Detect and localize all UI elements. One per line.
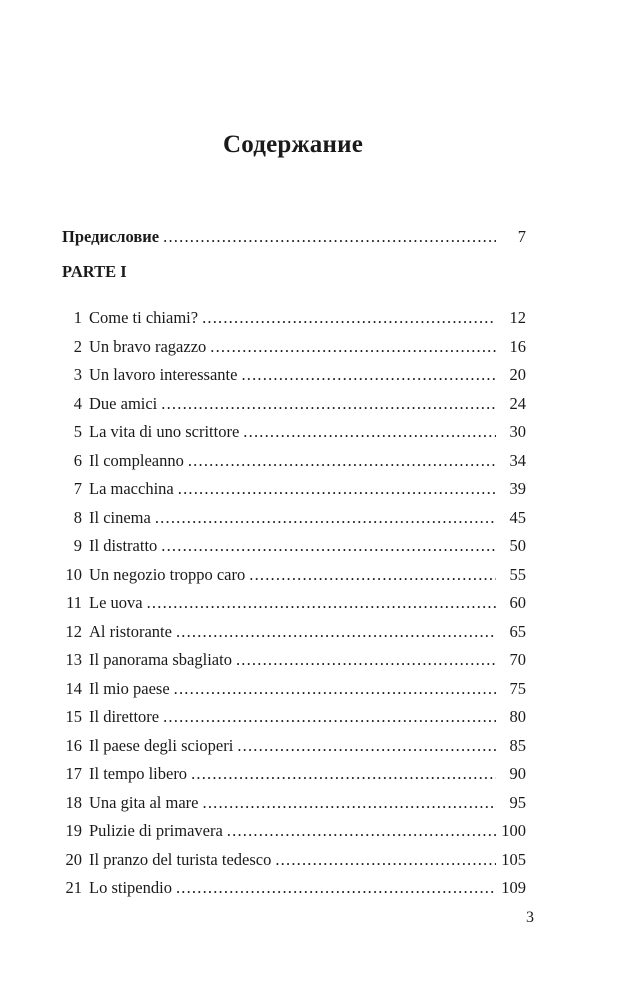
- toc-entry-title: Il tempo libero: [89, 764, 188, 783]
- toc-entry-number: 3: [73, 365, 82, 384]
- toc-entry-page: 45: [509, 507, 526, 527]
- toc-entry-page: 12: [509, 308, 526, 327]
- toc-entry-page: 50: [509, 536, 526, 555]
- toc-entry-title: Il mio paese: [89, 678, 170, 698]
- dot-leader: [161, 534, 496, 558]
- toc-entry-title: Il pranzo del turista tedesco: [89, 849, 272, 869]
- toc-entry-page: 39: [509, 479, 526, 498]
- toc-entry-page: 105: [501, 849, 526, 869]
- toc-entry-number: 5: [73, 422, 82, 441]
- toc-entry: [62, 734, 526, 758]
- toc-entry-number: 12: [65, 621, 82, 641]
- dot-leader: [147, 591, 496, 615]
- dot-leader: [163, 225, 496, 249]
- toc-entry-page: 34: [509, 450, 526, 470]
- toc-entry-number: 14: [65, 678, 82, 698]
- toc-entry: [62, 534, 526, 558]
- dot-leader: [236, 648, 496, 672]
- toc-entry-title: Come ti chiami?: [89, 308, 199, 327]
- toc-entry: [62, 648, 526, 672]
- dot-leader: [191, 762, 496, 786]
- toc-entry-page: 75: [509, 678, 526, 698]
- page-title: Содержание: [222, 130, 363, 158]
- toc-entry: [62, 620, 526, 644]
- toc-entry-title: Предисловие: [62, 227, 160, 246]
- toc-entry-number: 17: [65, 764, 82, 783]
- toc-entry-number: 13: [65, 650, 82, 669]
- toc-entry-title: Il distratto: [89, 536, 158, 555]
- dot-leader: [188, 449, 496, 473]
- toc-entry-page: 90: [509, 764, 526, 783]
- toc-entry-page: 24: [509, 393, 526, 413]
- toc-entry: [62, 848, 526, 872]
- page-number: 3: [526, 909, 534, 926]
- toc-entry: [62, 506, 526, 530]
- toc-entry-number: 1: [73, 308, 82, 327]
- toc-entry: [62, 420, 526, 444]
- dot-leader: [275, 848, 496, 872]
- dot-leader: [178, 477, 496, 501]
- toc-entry-number: 16: [65, 735, 82, 755]
- toc-entry-page: 7: [517, 227, 526, 246]
- dot-leader: [243, 420, 496, 444]
- toc-entry: [62, 392, 526, 416]
- toc-entry: [62, 477, 526, 501]
- toc-entry-title: Due amici: [89, 393, 158, 413]
- toc-entry: [62, 306, 526, 330]
- toc-entry-number: 20: [65, 849, 82, 869]
- dot-leader: [203, 791, 497, 815]
- toc-entry-page: 16: [509, 336, 526, 356]
- toc-entry-page: 30: [509, 422, 526, 441]
- toc-entry-number: 10: [65, 564, 82, 584]
- toc-entry-page: 95: [509, 792, 526, 812]
- toc-entry-title: Al ristorante: [89, 621, 172, 641]
- toc-entry-page: 85: [509, 735, 526, 755]
- toc-entry-number: 7: [73, 479, 82, 498]
- toc-entry: [62, 876, 526, 900]
- toc-entry-title: Pulizie di primavera: [89, 821, 223, 840]
- toc-entry-page: 60: [509, 593, 526, 612]
- toc-entry-title: Un lavoro interessante: [89, 365, 238, 384]
- toc-entry: [62, 819, 526, 843]
- toc-entry-title: La macchina: [89, 479, 174, 498]
- toc-entry-page: 80: [509, 707, 526, 726]
- dot-leader: [202, 306, 496, 330]
- dot-leader: [210, 335, 496, 359]
- toc-entry-page: 100: [501, 821, 526, 840]
- toc-entry: [62, 449, 526, 473]
- dot-leader: [161, 392, 496, 416]
- dot-leader: [241, 363, 496, 387]
- toc-entry-page: 70: [509, 650, 526, 669]
- toc-entry-number: 18: [65, 792, 82, 812]
- toc-entry: [62, 363, 526, 387]
- toc-entry-title: Il direttore: [89, 707, 160, 726]
- toc-entry-number: 9: [73, 536, 82, 555]
- toc-entry-title: Il panorama sbagliato: [89, 650, 232, 669]
- toc-entry: [62, 677, 526, 701]
- part-heading: PARTE I: [62, 262, 127, 281]
- dot-leader: [227, 819, 496, 843]
- toc-entry-number: 6: [73, 450, 82, 470]
- toc-entry-number: 2: [73, 336, 82, 356]
- toc-entry-title: Il cinema: [89, 507, 151, 527]
- toc-entry-number: 11: [66, 593, 82, 612]
- toc-entry-number: 21: [65, 878, 82, 897]
- toc-entry-page: 65: [509, 621, 526, 641]
- toc-entry-title: Le uova: [89, 593, 143, 612]
- dot-leader: [237, 734, 496, 758]
- toc-entry: [62, 591, 526, 615]
- dot-leader: [176, 620, 496, 644]
- toc-entry-number: 19: [65, 821, 82, 840]
- toc-entry-page: 20: [509, 365, 526, 384]
- toc-entry-page: 109: [501, 878, 526, 897]
- toc-entry-title: Il paese degli scioperi: [89, 735, 234, 755]
- dot-leader: [249, 563, 496, 587]
- dot-leader: [174, 677, 496, 701]
- toc-entry: [62, 563, 526, 587]
- toc-entry-title: Lo stipendio: [89, 878, 172, 897]
- toc-entry-preface: [62, 225, 526, 249]
- toc-entry: [62, 335, 526, 359]
- toc-entry-title: Un bravo ragazzo: [89, 336, 207, 356]
- dot-leader: [176, 876, 496, 900]
- toc-entry-page: 55: [509, 564, 526, 584]
- toc-entry-title: Una gita al mare: [89, 792, 199, 812]
- toc-entry-title: Il compleanno: [89, 450, 184, 470]
- toc-entry-title: Un negozio troppo caro: [89, 564, 246, 584]
- toc-entry: [62, 791, 526, 815]
- toc-entry-number: 8: [73, 507, 82, 527]
- toc-entry: [62, 705, 526, 729]
- toc-entry-number: 15: [65, 707, 82, 726]
- toc-entry-number: 4: [73, 393, 82, 413]
- toc-entry: [62, 762, 526, 786]
- dot-leader: [163, 705, 496, 729]
- toc-entry-title: La vita di uno scrittore: [89, 422, 240, 441]
- dot-leader: [155, 506, 496, 530]
